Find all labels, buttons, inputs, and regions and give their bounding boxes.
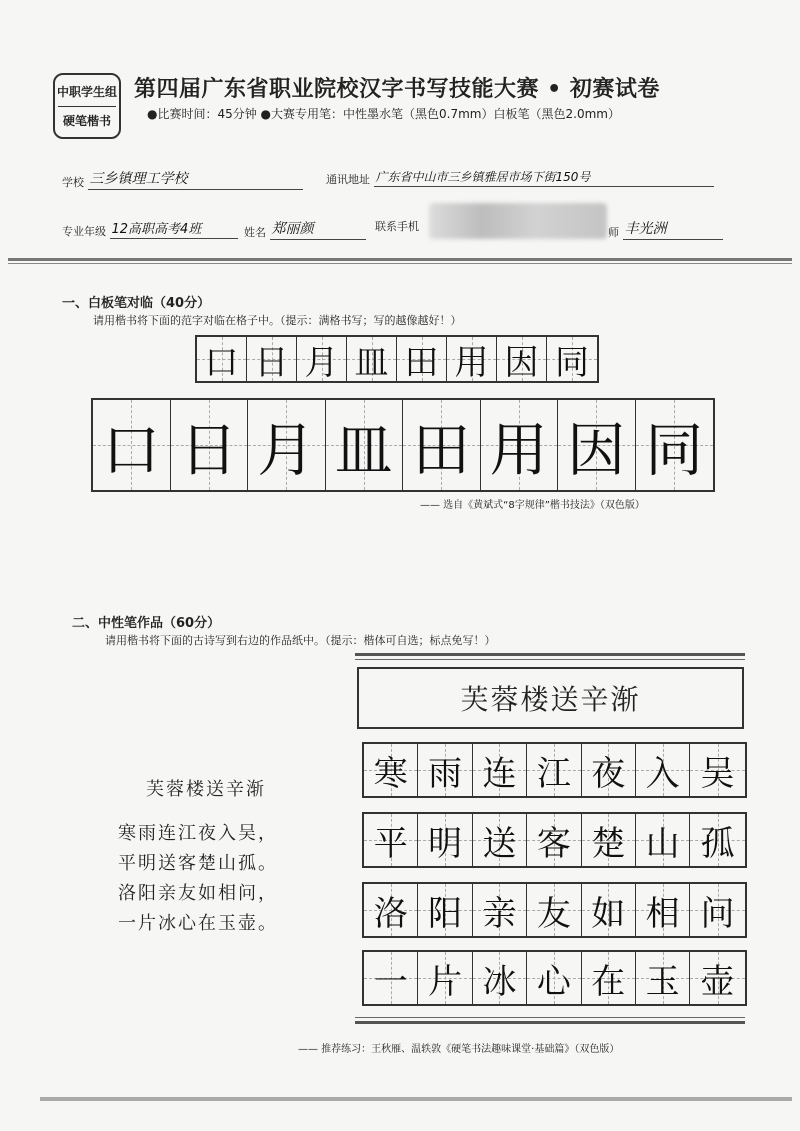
- written-cell: 用: [481, 400, 559, 490]
- model-cell: 日: [247, 337, 297, 381]
- stamp-line2: 硬笔楷书: [62, 113, 111, 128]
- work-paper-border-thin: [355, 1017, 745, 1018]
- work-cell: 雨: [418, 744, 472, 796]
- work-cell: 入: [636, 744, 690, 796]
- poem-line: 平明送客楚山孤。: [118, 853, 278, 874]
- model-cell: 皿: [347, 337, 397, 381]
- poem-line: 洛阳亲友如相问，: [118, 883, 278, 904]
- work-row: [362, 742, 747, 798]
- work-row: [362, 812, 747, 868]
- work-cell: 夜: [582, 744, 636, 796]
- section2-title: 二、中性笔作品（60分）: [72, 616, 221, 631]
- section1-title: 一、白板笔对临（40分）: [62, 296, 211, 311]
- section1-hint: 请用楷书将下面的范字对临在格子中。（提示：满格书写；写的越像越好！）: [93, 314, 462, 327]
- model-cell: 口: [197, 337, 247, 381]
- major-label: 专业年级: [62, 225, 106, 238]
- work-cell: 玉: [636, 952, 690, 1004]
- model-char-grid: [195, 335, 599, 383]
- work-cell: 相: [636, 884, 690, 936]
- work-paper-title: 芙蓉楼送辛渐: [357, 667, 744, 729]
- written-cell: 月: [248, 400, 326, 490]
- header-rule-thin: [8, 263, 792, 264]
- teacher-field: [608, 218, 723, 240]
- work-row: [362, 882, 747, 938]
- written-cell: 田: [403, 400, 481, 490]
- work-paper-border-thin: [355, 659, 745, 660]
- written-cell: 同: [636, 400, 714, 490]
- work-cell: 洛: [364, 884, 418, 936]
- written-cell: 因: [558, 400, 636, 490]
- work-cell: 送: [473, 814, 527, 866]
- redacted-phone: [429, 203, 607, 239]
- work-cell: 问: [690, 884, 744, 936]
- teacher-value: 丰光洲: [623, 218, 723, 240]
- section1-credit: —— 选自《黄斌式“8字规律”楷书技法》（双色版）: [420, 500, 645, 511]
- major-value: 12高职高考4班: [110, 218, 238, 239]
- work-cell: 明: [418, 814, 472, 866]
- work-cell: 山: [636, 814, 690, 866]
- work-cell: 江: [527, 744, 581, 796]
- poem-title: 芙蓉楼送辛渐: [146, 779, 266, 800]
- work-cell: 冰: [473, 952, 527, 1004]
- section2-credit: —— 推荐练习：王秋雁、温轶敦《硬笔书法趣味课堂·基础篇》（双色版）: [298, 1044, 620, 1055]
- work-cell: 一: [364, 952, 418, 1004]
- phone-label: 联系手机: [375, 220, 419, 233]
- work-paper-border: [355, 1021, 745, 1024]
- model-cell: 用: [447, 337, 497, 381]
- written-cell: 口: [93, 400, 171, 490]
- school-label: 学校: [62, 176, 84, 189]
- written-char-grid: [91, 398, 715, 492]
- work-cell: 壶: [690, 952, 744, 1004]
- work-cell: 片: [418, 952, 472, 1004]
- poem-text: [118, 775, 278, 939]
- work-paper-border: [355, 653, 745, 656]
- school-field: [62, 168, 303, 190]
- work-cell: 在: [582, 952, 636, 1004]
- phone-field: [375, 218, 419, 234]
- page-title: 第四届广东省职业院校汉字书写技能大赛 • 初赛试卷: [134, 77, 660, 102]
- address-value: 广东省中山市三乡镇雅居市场下街150号: [374, 168, 714, 187]
- address-label: 通讯地址: [326, 173, 370, 186]
- work-cell: 亲: [473, 884, 527, 936]
- model-cell: 同: [547, 337, 597, 381]
- work-cell: 孤: [690, 814, 744, 866]
- work-cell: 客: [527, 814, 581, 866]
- name-label: 姓名: [244, 226, 266, 239]
- poem-line: 寒雨连江夜入吴，: [118, 823, 278, 844]
- header-rule: [8, 258, 792, 261]
- written-cell: 皿: [326, 400, 404, 490]
- name-field: [244, 218, 366, 240]
- model-cell: 田: [397, 337, 447, 381]
- work-cell: 如: [582, 884, 636, 936]
- model-cell: 月: [297, 337, 347, 381]
- work-cell: 吴: [690, 744, 744, 796]
- written-cell: 日: [171, 400, 249, 490]
- work-cell: 连: [473, 744, 527, 796]
- footer-rule: [40, 1097, 792, 1101]
- page-subtitle: ●比赛时间：45分钟 ●大赛专用笔：中性墨水笔（黑色0.7mm）白板笔（黑色2.0mm）: [147, 107, 620, 121]
- model-cell: 因: [497, 337, 547, 381]
- major-field: [62, 218, 238, 239]
- work-cell: 寒: [364, 744, 418, 796]
- section2-hint: 请用楷书将下面的古诗写到右边的作品纸中。（提示：楷体可自选；标点免写！）: [105, 634, 496, 647]
- poem-line: 一片冰心在玉壶。: [118, 913, 278, 934]
- stamp-line1: 中职学生组: [56, 84, 117, 99]
- stamp-divider: [58, 106, 116, 107]
- work-row: [362, 950, 747, 1006]
- work-cell: 心: [527, 952, 581, 1004]
- group-stamp: [53, 73, 121, 139]
- teacher-label: 师: [608, 226, 619, 239]
- school-value: 三乡镇理工学校: [88, 168, 303, 190]
- work-cell: 阳: [418, 884, 472, 936]
- work-cell: 友: [527, 884, 581, 936]
- work-cell: 平: [364, 814, 418, 866]
- address-field: [326, 168, 714, 187]
- name-value: 郑丽颜: [270, 218, 366, 240]
- work-cell: 楚: [582, 814, 636, 866]
